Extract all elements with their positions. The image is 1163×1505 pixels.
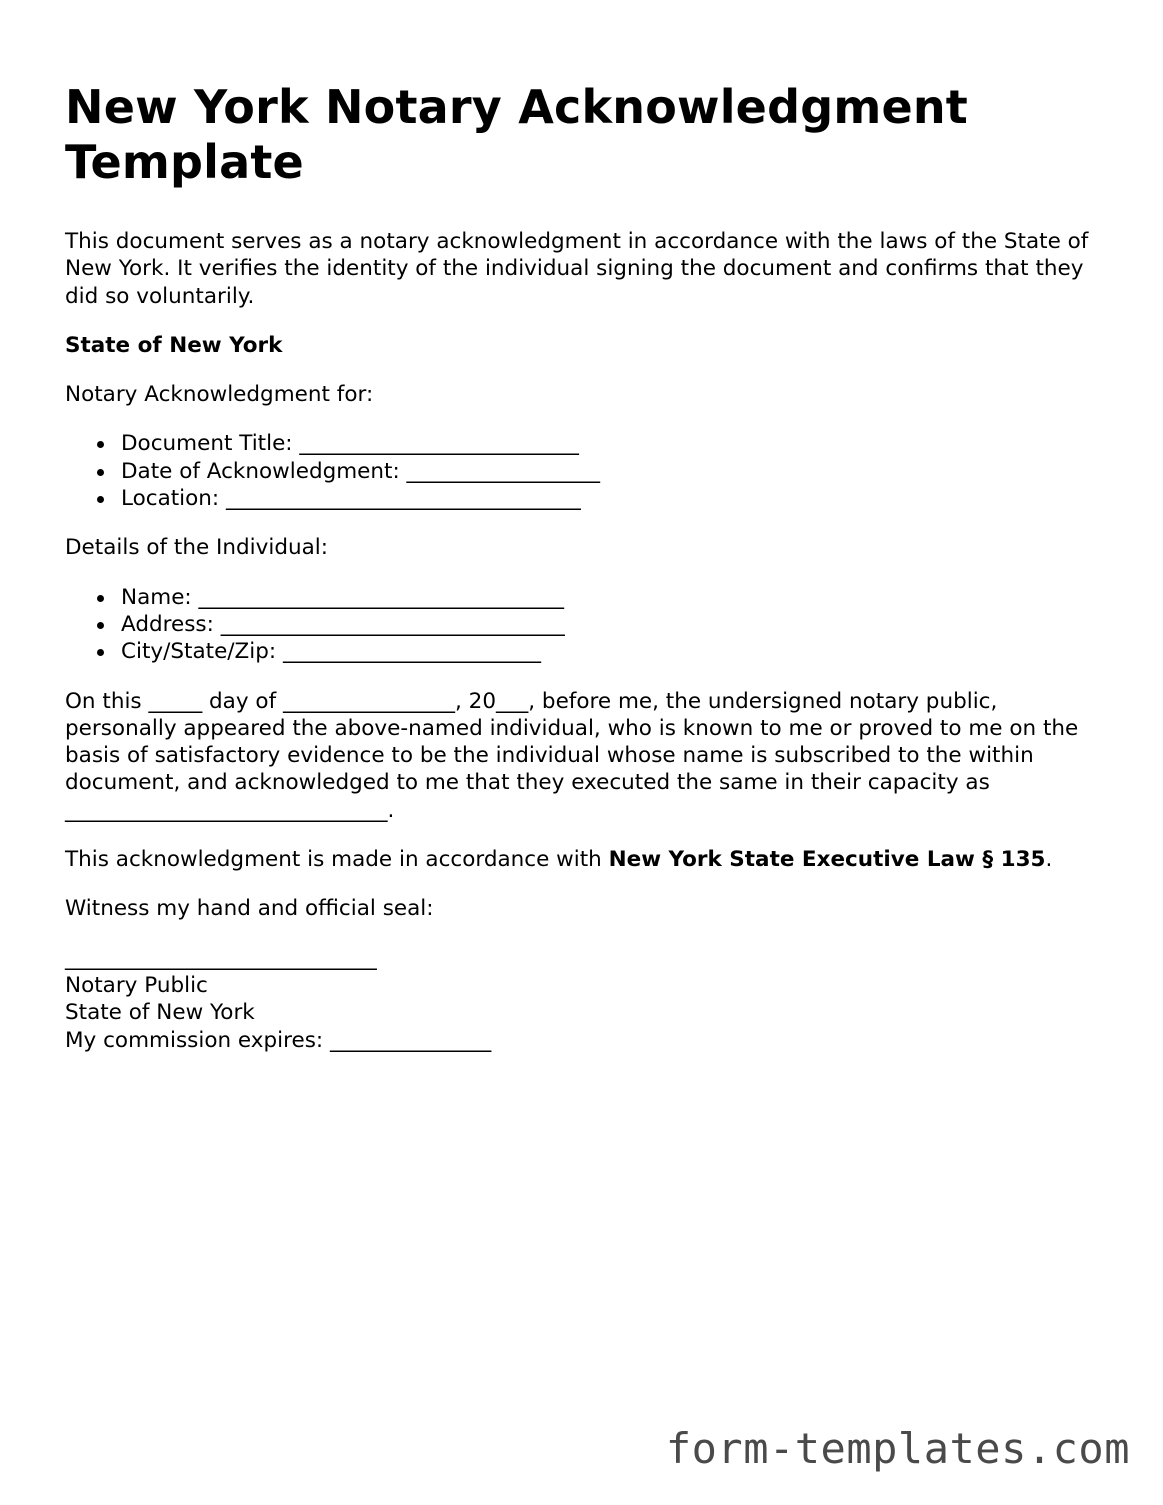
individual-label: Details of the Individual: — [65, 535, 328, 561]
signature-block — [65, 945, 1105, 1054]
list-item-address: Address: ________________________________ — [121, 611, 1105, 638]
list-item-name: Name: __________________________________ — [121, 584, 1105, 611]
list-item-city-state-zip: City/State/Zip: ________________________ — [121, 638, 1105, 665]
page-title: New York Notary Acknowledgment Template — [65, 80, 968, 189]
law-prefix: This acknowledgment is made in accordance with — [65, 847, 609, 873]
list-item-date-of-acknowledgment: Date of Acknowledgment: __________________ — [121, 458, 1105, 485]
ack-details-list — [65, 430, 1105, 512]
law-suffix: . — [1045, 847, 1053, 873]
acknowledgment-body: On this _____ day of ________________, 20___, before me, the undersigned notary public, personally appeared the above-named individual, who is known to me or proved to me on the basis of satisfactory evidence to be the individual whose name is subscribed to the within document, and acknowledged to me that they executed the same in their capacity as ______________________________. — [65, 688, 1079, 823]
ack-for-label: Notary Acknowledgment for: — [65, 382, 374, 408]
watermark: form-templates.com — [665, 1424, 1130, 1473]
intro-paragraph: This document serves as a notary acknowledgment in accordance with the laws of the State of New York. It verifies the identity of the individual signing the document and confirms that they did so voluntarily. — [65, 229, 1089, 309]
law-statement — [65, 846, 1105, 873]
state-heading: State of New York — [65, 332, 283, 358]
notary-title: Notary Public — [65, 972, 208, 998]
law-reference: New York State Executive Law § 135 — [608, 847, 1046, 873]
list-item-location: Location: _________________________________ — [121, 485, 1105, 512]
signature-line: _____________________________ — [65, 945, 377, 971]
commission-expiry: My commission expires: _______________ — [65, 1027, 492, 1053]
list-item-document-title: Document Title: __________________________ — [121, 430, 1105, 457]
individual-details-list — [65, 584, 1105, 666]
document-page — [65, 80, 1105, 1054]
witness-statement: Witness my hand and official seal: — [65, 896, 434, 922]
notary-state: State of New York — [65, 1000, 255, 1026]
